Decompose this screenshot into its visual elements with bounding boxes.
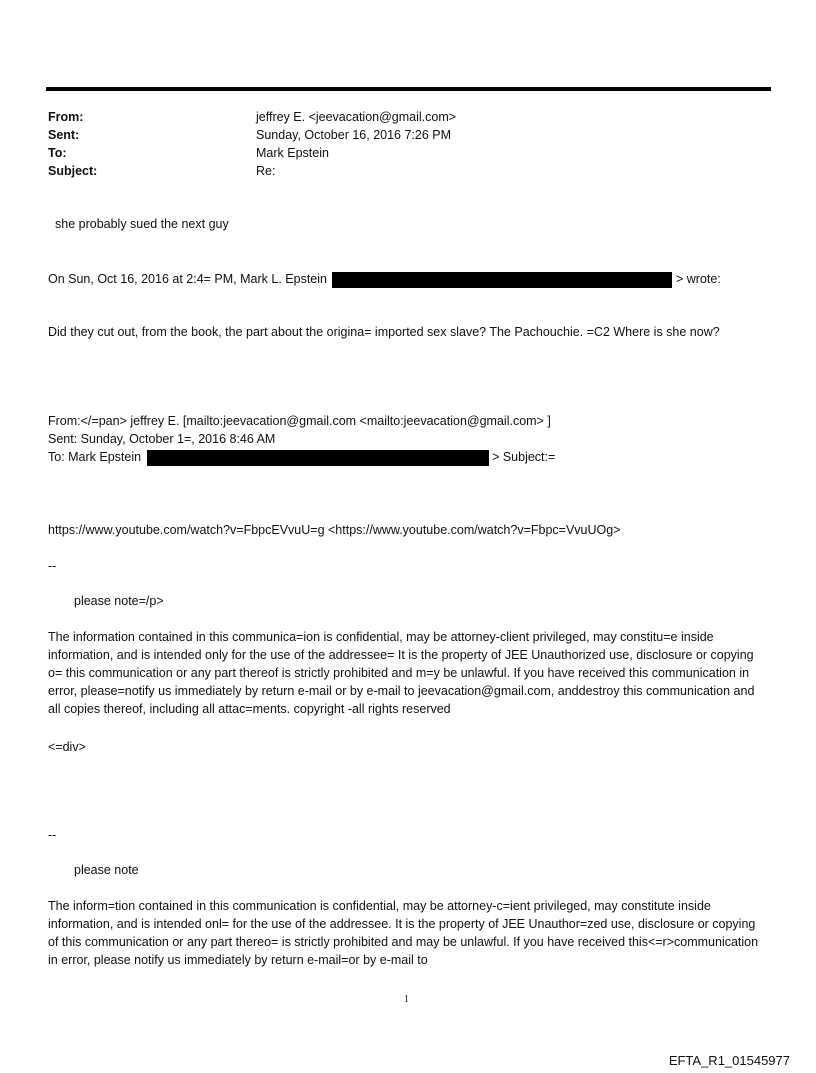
- from-label: From:: [48, 110, 84, 124]
- please-note-1: please note=/p>: [74, 594, 164, 608]
- sent-label: Sent:: [48, 128, 80, 142]
- quote-intro-start: On Sun, Oct 16, 2016 at 2:4= PM, Mark L. Epstein: [48, 272, 327, 286]
- signature-dashes-1: --: [48, 559, 57, 573]
- please-note-2: please note: [74, 863, 139, 877]
- sent-value: Sunday, October 16, 2016 7:26 PM: [256, 128, 452, 142]
- forward-from: From:</=pan> jeffrey E. [mailto:jeevacation@gmail.com <mailto:jeevacation@gmail.com> ]: [48, 414, 551, 428]
- disclaimer-2: The inform=tion contained in this communication is confidential, may be attorney-c=ient privileged, may constitute inside information, and is intended onl= for the use of the addressee. It is the property of JEE Unauthor=zed use, disclosure or copying of this communication or any part thereo= is strictly prohibited and may be unlawful. If you have received this<=r>communication in error, please notify us immediately by return e-mail=or by e-mail to: [48, 899, 759, 967]
- subject-row: [48, 162, 456, 180]
- subject-label: Subject:: [48, 164, 98, 178]
- quote-intro-end: > wrote:: [675, 272, 721, 286]
- sent-row: [48, 126, 456, 144]
- quote-intro: [48, 270, 721, 288]
- forward-to: [48, 448, 555, 466]
- from-value: jeffrey E. <jeevacation@gmail.com>: [256, 110, 457, 124]
- forward-sent: Sent: Sunday, October 1=, 2016 8:46 AM: [48, 432, 276, 446]
- bates-number: EFTA_R1_01545977: [668, 1053, 790, 1068]
- disclaimer-1: The information contained in this communica=ion is confidential, may be attorney-client privileged, may constitu=e inside information, and is intended only for the use of the addressee= It is the property of JEE Unauthorized use, disclosure or copying o= this communication or any part thereof is strictly prohibited and m=y be unlawful. If you have received this communication in error, please=notify us immediately by return e-mail or by e-mail to jeevacation@gmail.com, anddestroy this communication and all copies thereof, including all attac=ments. copyright -all rights reserved: [48, 630, 755, 716]
- from-row: [48, 108, 456, 126]
- email-header: [48, 108, 456, 180]
- to-row: [48, 144, 456, 162]
- to-label: To:: [48, 146, 67, 160]
- forward-to-start: To: Mark Epstein: [48, 450, 142, 464]
- div-tag-text: <=div>: [48, 740, 86, 754]
- reply-text: she probably sued the next guy: [55, 217, 229, 231]
- forward-to-end: > Subject:=: [492, 450, 556, 464]
- header-rule: [46, 87, 771, 91]
- redaction-block: [147, 450, 489, 466]
- signature-dashes-2: --: [48, 828, 57, 842]
- redaction-block: [332, 272, 672, 288]
- youtube-link[interactable]: https://www.youtube.com/watch?v=FbpcEVvuU=g <https://www.youtube.com/watch?v=Fbpc=VvuUOg>: [48, 523, 621, 537]
- question-paragraph: Did they cut out, from the book, the part about the origina= imported sex slave? The Pachouchie. =C2 Where is she now?: [48, 325, 720, 339]
- subject-value: Re:: [256, 164, 276, 178]
- page-number: 1: [404, 994, 409, 1005]
- to-value: Mark Epstein: [256, 146, 329, 160]
